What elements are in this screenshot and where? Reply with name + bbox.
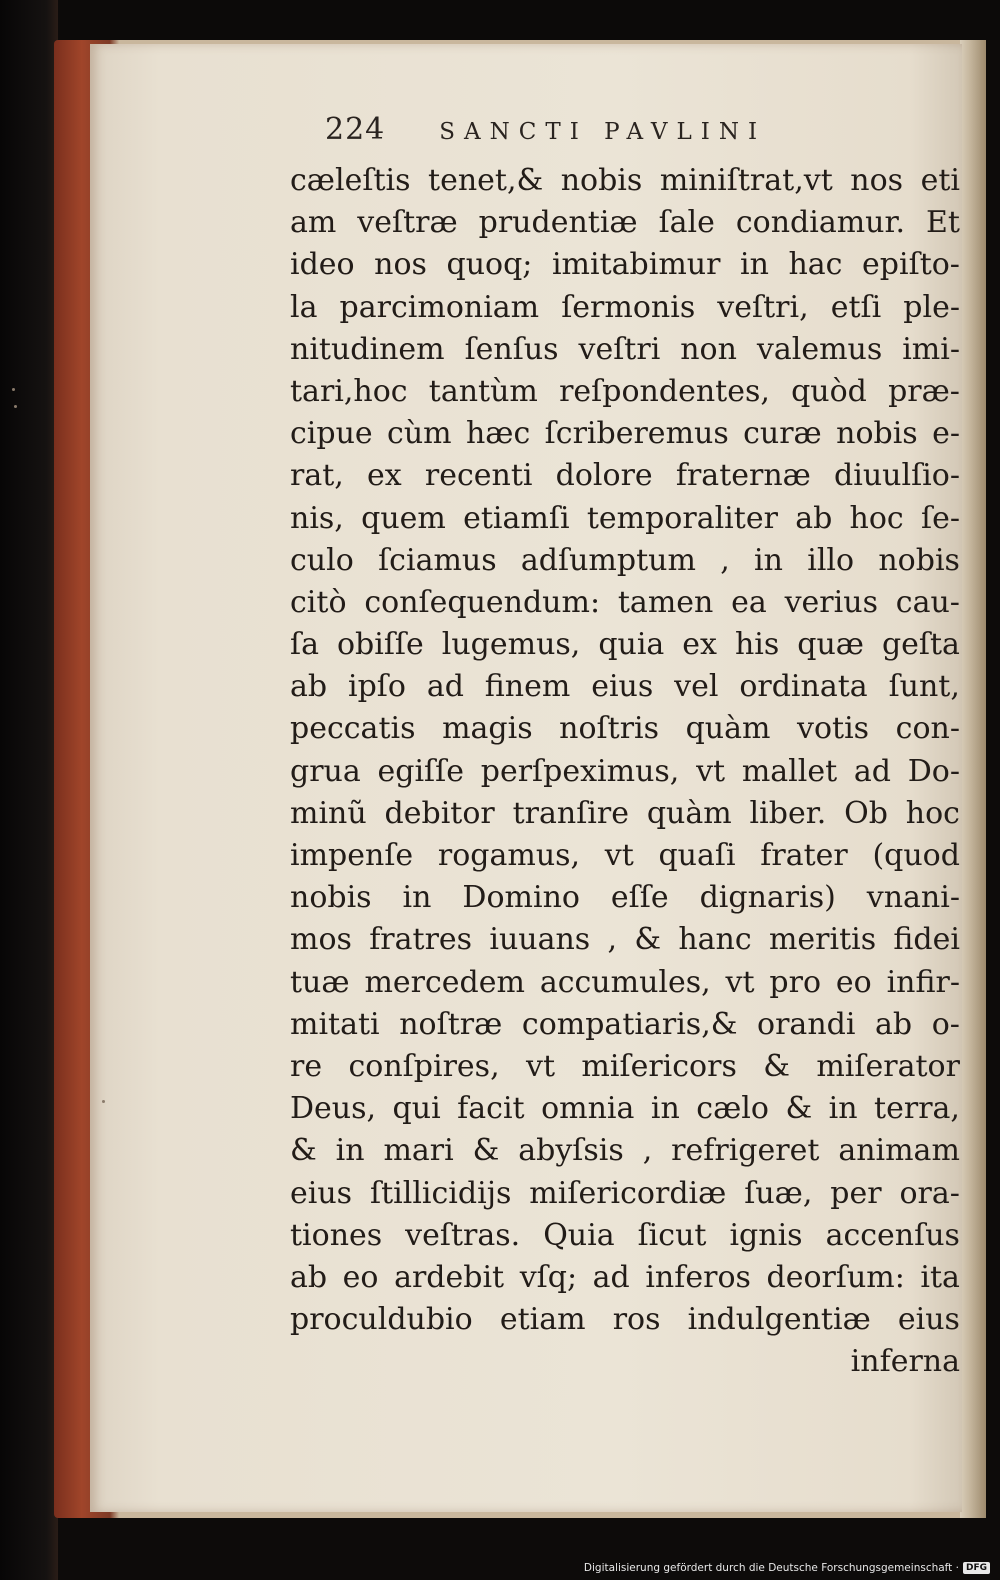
word: vt xyxy=(526,1048,556,1084)
word: prudentiæ xyxy=(478,205,638,241)
scan-background-top xyxy=(60,0,1000,40)
word: dolore xyxy=(555,458,653,494)
word: la xyxy=(290,289,318,325)
word: eo xyxy=(342,1259,379,1295)
word: ipſo xyxy=(347,669,406,705)
word: iuuans xyxy=(489,922,591,958)
word: ſenſus xyxy=(464,331,559,367)
word: grua xyxy=(290,753,361,789)
word: conſpires, xyxy=(348,1048,500,1084)
word: condiamur. xyxy=(735,205,906,241)
word: frater xyxy=(760,838,848,873)
text-line xyxy=(290,1299,960,1341)
body-text xyxy=(290,160,960,1383)
word: in xyxy=(828,1091,858,1127)
word: peccatis xyxy=(290,711,416,747)
word: omnia xyxy=(541,1091,635,1127)
text-line xyxy=(290,582,960,624)
word: Et xyxy=(926,205,960,241)
word: am xyxy=(290,205,337,241)
word: adſumptum xyxy=(520,542,696,578)
text-line xyxy=(290,666,960,708)
word: hoc xyxy=(849,500,904,536)
word: compatiaris,& xyxy=(521,1006,738,1042)
catchword-text: inferna xyxy=(850,1344,960,1380)
word: quem xyxy=(361,500,446,536)
word: tiones xyxy=(290,1217,383,1253)
word: tuæ xyxy=(290,964,350,1000)
text-line xyxy=(290,455,960,497)
word: & xyxy=(763,1048,790,1084)
text-line xyxy=(290,413,960,455)
word: in xyxy=(402,880,432,916)
text-line xyxy=(290,877,960,919)
word: ita xyxy=(920,1259,960,1295)
word: & xyxy=(472,1133,500,1169)
word: ideo xyxy=(290,247,355,283)
word: quaſi xyxy=(658,838,736,873)
word: ex xyxy=(367,458,402,494)
word: rogamus, xyxy=(437,838,581,873)
word: fraternæ xyxy=(675,458,811,494)
word: noſtræ xyxy=(399,1006,503,1042)
word: ab xyxy=(290,1259,328,1295)
word: curæ xyxy=(743,416,822,452)
scan-speck xyxy=(102,1100,105,1103)
text-line xyxy=(290,287,960,329)
word: , xyxy=(642,1133,653,1169)
word: etſi xyxy=(830,289,882,325)
word: pro xyxy=(769,964,822,1000)
word: quàm xyxy=(685,711,771,747)
word: e- xyxy=(932,416,960,452)
text-line xyxy=(290,624,960,666)
word: veſtri xyxy=(578,331,661,367)
word: animam xyxy=(838,1133,960,1169)
word: Ob xyxy=(844,795,888,831)
text-line xyxy=(290,708,960,750)
text-line xyxy=(290,835,960,877)
word: veſtras. xyxy=(405,1217,521,1253)
word: re xyxy=(290,1048,323,1084)
word: vt xyxy=(725,964,755,1000)
text-line xyxy=(290,1130,960,1172)
word: vſq; xyxy=(519,1259,578,1295)
catchword xyxy=(290,1341,960,1383)
word: hoc xyxy=(905,795,960,831)
word: (quod xyxy=(872,838,960,873)
word: liber. xyxy=(749,795,827,831)
word: vt xyxy=(604,838,634,873)
text-line xyxy=(290,1046,960,1088)
word: tenet,& xyxy=(428,163,544,198)
word: ab xyxy=(795,500,833,536)
word: quæ xyxy=(797,627,864,663)
text-line xyxy=(290,202,960,244)
digitization-footer xyxy=(584,1562,990,1574)
text-line xyxy=(290,540,960,582)
word: culo xyxy=(290,542,354,578)
word: eſſe xyxy=(610,880,669,916)
word: ſe- xyxy=(921,500,960,536)
word: ad xyxy=(592,1259,630,1295)
word: nobis xyxy=(878,542,960,578)
word: & xyxy=(785,1091,813,1127)
word: facit xyxy=(457,1091,525,1127)
word: fratres xyxy=(369,922,473,958)
text-line xyxy=(290,751,960,793)
word: proculdubio xyxy=(290,1302,473,1338)
word: recenti xyxy=(424,458,533,494)
text-line xyxy=(290,1215,960,1257)
word: , xyxy=(720,542,730,578)
word: ad xyxy=(853,753,891,789)
word: præ- xyxy=(888,373,960,409)
word: tantùm xyxy=(428,373,538,409)
page-edge-right xyxy=(960,40,986,1518)
word: veſtræ xyxy=(357,205,458,241)
word: o- xyxy=(931,1006,960,1042)
word: vt xyxy=(696,753,726,789)
word: diuulſio- xyxy=(834,458,960,494)
word: perſpeximus, xyxy=(480,753,680,789)
word: mallet xyxy=(741,753,838,789)
text-line xyxy=(290,1004,960,1046)
word: ple- xyxy=(903,289,960,325)
word: orandi xyxy=(757,1006,856,1042)
word: eo xyxy=(835,964,872,1000)
word: eius xyxy=(290,1175,353,1211)
word: geſta xyxy=(881,627,960,663)
text-line xyxy=(290,329,960,371)
running-title: SANCTI PAVLINI xyxy=(439,119,767,145)
word: Quia xyxy=(543,1217,615,1253)
word: nos xyxy=(850,163,904,198)
word: hac xyxy=(788,247,843,283)
word: impenſe xyxy=(290,838,414,873)
word: lugemus, xyxy=(441,627,581,663)
word: noſtris xyxy=(559,711,660,747)
word: his xyxy=(734,627,780,663)
word: inferos xyxy=(645,1259,751,1295)
word: conſequendum: xyxy=(364,584,601,620)
word: miniſtrat,vt xyxy=(659,163,833,198)
word: tari,hoc xyxy=(290,373,408,409)
word: ſicut xyxy=(637,1217,707,1253)
word: reſpondentes, xyxy=(559,373,770,409)
word: parcimoniam xyxy=(339,289,540,325)
word: veſtri, xyxy=(717,289,809,325)
scan-speck xyxy=(14,405,17,408)
word: miſericors xyxy=(581,1048,737,1084)
word: imitabimur xyxy=(551,247,721,283)
word: rat, xyxy=(290,458,344,494)
word: ardebit xyxy=(394,1259,505,1295)
text-line xyxy=(290,371,960,413)
word: meritis xyxy=(768,922,877,958)
word: deorſum: xyxy=(766,1259,905,1295)
word: valemus xyxy=(756,331,883,367)
text-line xyxy=(290,962,960,1004)
word: imi- xyxy=(902,331,960,367)
word: finem xyxy=(484,669,571,705)
word: in xyxy=(740,247,769,283)
word: verius xyxy=(784,584,878,620)
dfg-logo: DFG xyxy=(963,1562,990,1574)
word: ſunt, xyxy=(888,669,960,705)
word: ad xyxy=(426,669,464,705)
text-line xyxy=(290,160,960,202)
word: ab xyxy=(290,669,328,705)
word: ros xyxy=(612,1302,661,1338)
word: mos xyxy=(290,922,352,958)
word: egiſſe xyxy=(377,753,465,789)
word: mari xyxy=(383,1133,454,1169)
text-line xyxy=(290,1088,960,1130)
word: infir- xyxy=(886,964,960,1000)
word: , xyxy=(607,922,618,958)
word: cau- xyxy=(895,584,960,620)
word: hæc xyxy=(465,416,531,452)
scan-background-left xyxy=(0,0,58,1580)
page-number: 224 xyxy=(325,112,386,147)
word: ex xyxy=(682,627,717,663)
word: in xyxy=(754,542,783,578)
word: indulgentiæ xyxy=(687,1302,871,1338)
word: miſericordiæ xyxy=(529,1175,727,1211)
word: vnani- xyxy=(866,880,960,916)
word: ea xyxy=(731,584,767,620)
text-line xyxy=(290,919,960,961)
word: etiam xyxy=(499,1302,586,1338)
word: accumules, xyxy=(539,964,711,1000)
word: quòd xyxy=(791,373,867,409)
word: cùm xyxy=(387,416,452,452)
word: epiſto- xyxy=(862,247,960,283)
word: quia xyxy=(598,627,665,663)
word: & xyxy=(634,922,662,958)
word: per xyxy=(830,1175,882,1211)
word: ſermonis xyxy=(561,289,696,325)
word: ordinata xyxy=(739,669,868,705)
word: ſciamus xyxy=(378,542,497,578)
word: non xyxy=(680,331,737,367)
word: tamen xyxy=(617,584,714,620)
word: eius xyxy=(897,1302,960,1338)
word: temporaliter xyxy=(586,500,778,536)
word: terra, xyxy=(874,1091,960,1127)
word: citò xyxy=(290,584,347,620)
word: fidei xyxy=(893,922,960,958)
word: Deus, xyxy=(290,1091,377,1127)
word: miſerator xyxy=(816,1048,960,1084)
word: & xyxy=(290,1133,317,1169)
word: votis xyxy=(797,711,870,747)
word: ſtillicidijs xyxy=(369,1175,512,1211)
word: cipue xyxy=(290,416,373,452)
word: in xyxy=(335,1133,365,1169)
text-line xyxy=(290,1173,960,1215)
word: eti xyxy=(920,163,960,198)
word: nitudinem xyxy=(290,331,445,367)
text-line xyxy=(290,498,960,540)
text-line xyxy=(290,244,960,286)
word: nobis xyxy=(290,880,372,916)
word: vel xyxy=(674,669,719,705)
running-head xyxy=(325,112,845,152)
word: ſa xyxy=(290,627,319,663)
word: Domino xyxy=(462,880,580,916)
word: ora- xyxy=(899,1175,960,1211)
word: mercedem xyxy=(364,964,525,1000)
word: cælo xyxy=(696,1091,769,1127)
word: accenſus xyxy=(825,1217,960,1253)
word: cæleſtis xyxy=(290,163,411,198)
word: nobis xyxy=(836,416,918,452)
word: obiſſe xyxy=(336,627,424,663)
word: eius xyxy=(591,669,654,705)
word: dignaris) xyxy=(699,880,836,916)
word: quàm xyxy=(646,795,732,831)
word: ab xyxy=(875,1006,913,1042)
word: quoq; xyxy=(446,247,533,283)
word: ſale xyxy=(658,205,715,241)
word: ſuæ, xyxy=(744,1175,813,1211)
word: nos xyxy=(374,247,427,283)
footer-credit: Digitalisierung gefördert durch die Deutsche Forschungsgemeinschaft · xyxy=(583,1562,959,1574)
word: illo xyxy=(807,542,855,578)
word: nobis xyxy=(560,163,643,198)
word: nis, xyxy=(290,500,344,536)
word: qui xyxy=(392,1091,441,1127)
word: ſcriberemus xyxy=(544,416,729,452)
word: magis xyxy=(442,711,533,747)
word: etiamſi xyxy=(463,500,570,536)
word: tranſire xyxy=(512,795,629,831)
scan-speck xyxy=(12,388,15,391)
word: mitati xyxy=(290,1006,380,1042)
word: in xyxy=(650,1091,680,1127)
word: debitor xyxy=(384,795,495,831)
text-line xyxy=(290,1257,960,1299)
word: abyſsis xyxy=(518,1133,624,1169)
word: ignis xyxy=(729,1217,803,1253)
word: refrigeret xyxy=(671,1133,820,1169)
word: minũ xyxy=(290,795,367,831)
word: hanc xyxy=(678,922,752,958)
text-line xyxy=(290,793,960,835)
word: Do- xyxy=(907,753,960,789)
word: con- xyxy=(895,711,960,747)
